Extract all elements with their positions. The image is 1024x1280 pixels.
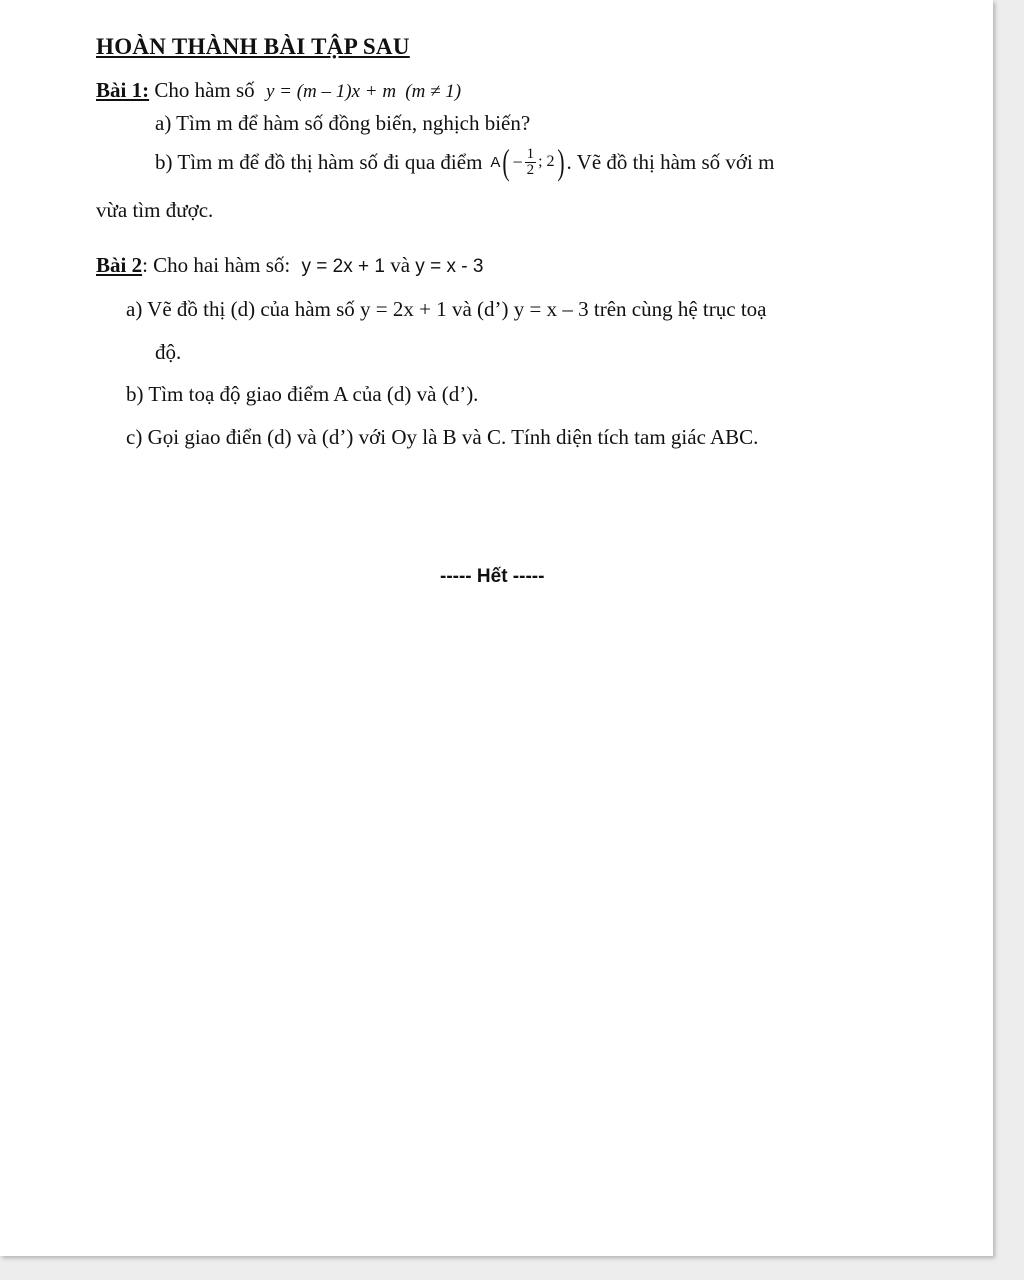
point-a-name: A xyxy=(490,153,501,171)
bai1-part-a: a) Tìm m để hàm số đồng biến, nghịch biến? xyxy=(155,111,531,135)
bai2-and: và xyxy=(390,253,411,277)
bai1-function: y = (m – 1)x + m xyxy=(265,81,397,102)
bai2-part-c: c) Gọi giao điển (d) và (d’) với Oy là B và C. Tính diện tích tam giác ABC. xyxy=(126,425,759,449)
point-a-y: ; 2 xyxy=(538,153,555,170)
fraction-denominator: 2 xyxy=(526,161,535,178)
bai1-header xyxy=(96,78,461,103)
page-title: HOÀN THÀNH BÀI TẬP SAU xyxy=(96,34,410,59)
bai2-label: Bài 2 xyxy=(96,253,143,277)
end-mark: ----- Hết ----- xyxy=(440,566,545,587)
bai2-part-b: b) Tìm toạ độ giao điểm A của (d) và (d’). xyxy=(126,382,479,406)
bai1-part-b-cont: vừa tìm được. xyxy=(96,198,214,222)
bai2-func2: y = x - 3 xyxy=(415,256,484,277)
bai2-part-a-cont: độ. xyxy=(155,340,182,364)
point-a-fraction xyxy=(525,147,537,178)
left-paren: ( xyxy=(502,142,511,182)
right-paren: ) xyxy=(556,142,565,182)
bai1-part-b xyxy=(155,142,774,182)
bai2-part-a: a) Vẽ đồ thị (d) của hàm số y = 2x + 1 và (d’) y = x – 3 trên cùng hệ trục toạ xyxy=(126,297,767,321)
bai1-intro: Cho hàm số xyxy=(154,78,255,102)
bai2-func1: y = 2x + 1 xyxy=(301,256,385,277)
bai1-label: Bài 1: xyxy=(96,78,150,102)
bai2-intro: : Cho hai hàm số: xyxy=(142,253,291,277)
minus-sign: − xyxy=(512,151,523,172)
fraction-numerator: 1 xyxy=(526,145,535,162)
bai1-part-b-suffix: . Vẽ đồ thị hàm số với m xyxy=(566,149,775,174)
bai2-header xyxy=(96,253,483,278)
bai1-part-b-prefix: b) Tìm m để đồ thị hàm số đi qua điểm xyxy=(155,149,483,174)
bai1-condition: (m ≠ 1) xyxy=(405,81,462,102)
